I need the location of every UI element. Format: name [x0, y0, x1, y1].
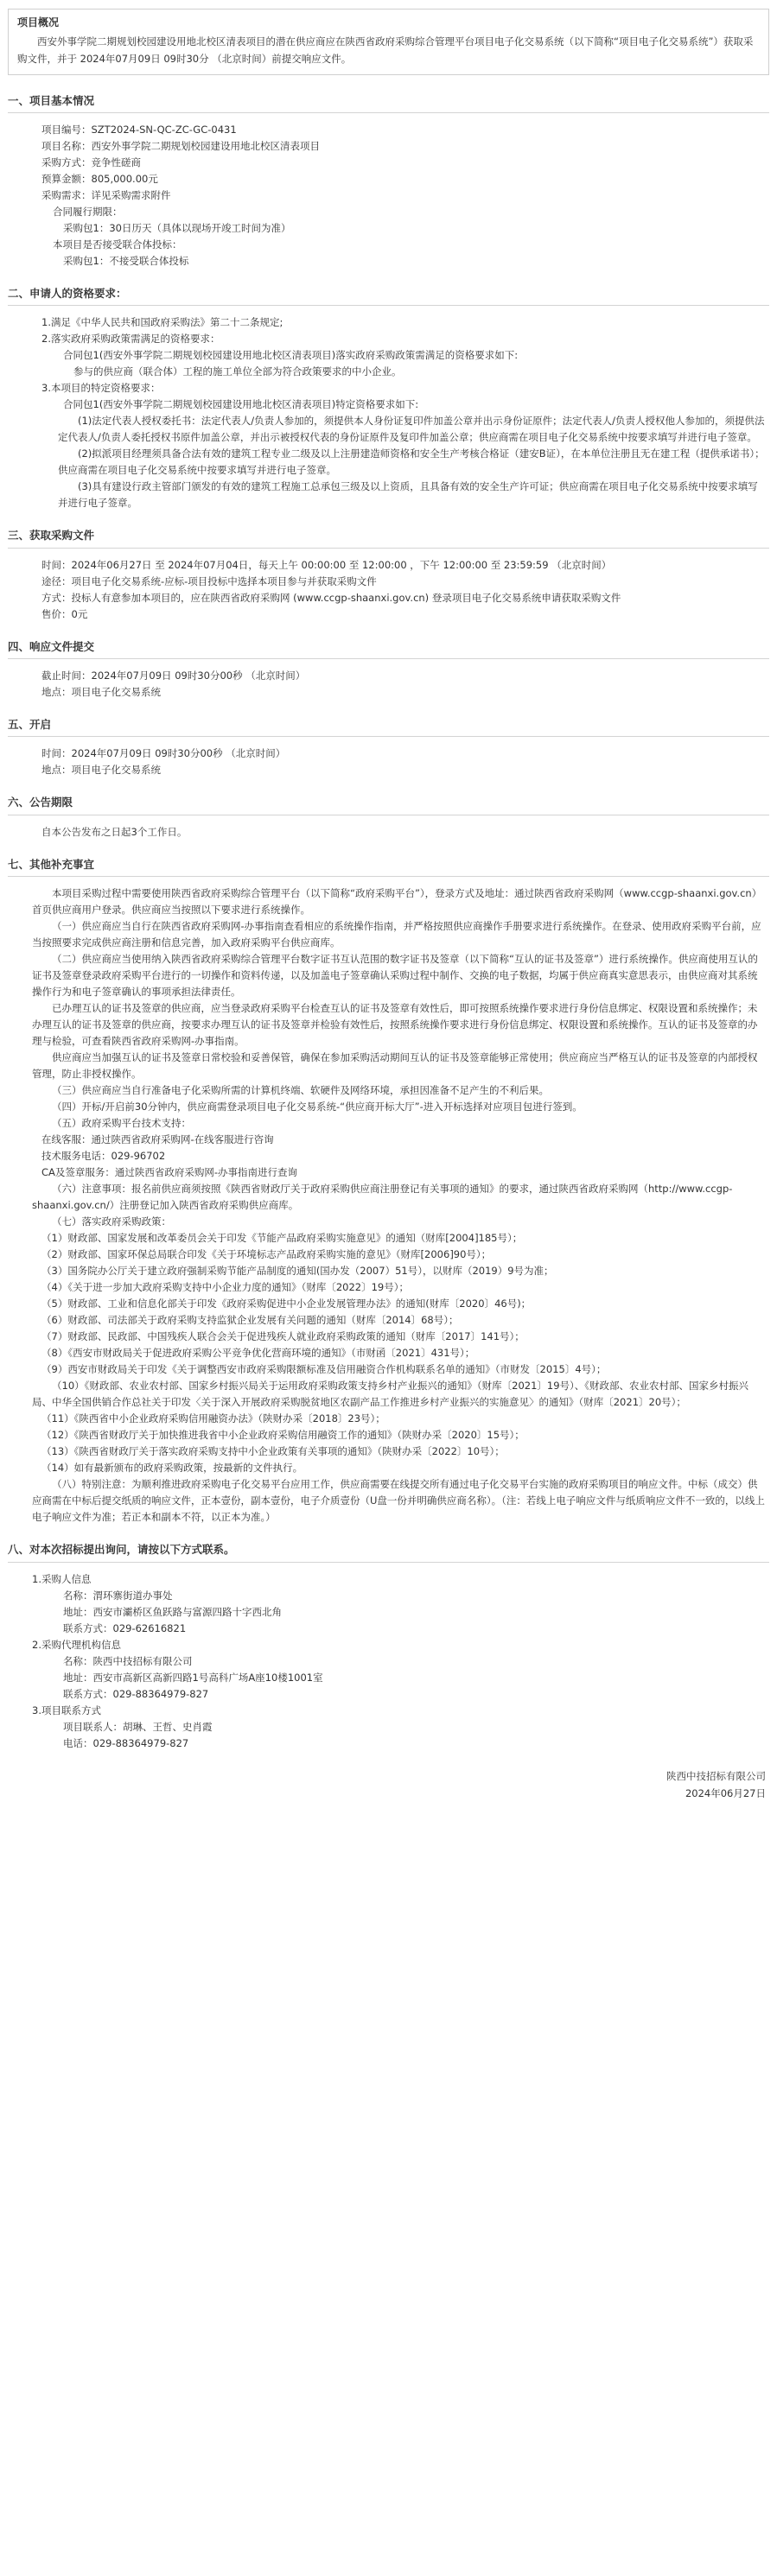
policy-item: （14）如有最新颁布的政府采购政策，按最新的文件执行。 [41, 1462, 303, 1475]
other-item-8: （八）特别注意：为顺利推进政府采购电子化交易平台应用工作，供应商需要在线提交所有通过电子化交易平台实施的政府采购项目的响应文件。中标（成交）供应商需在中标后提交纸质的响应文件，正本壹份，副本壹份，电子介质壹份（U盘一份并明确供应商名称）。（注：若线上电子响应文件与纸质响应文件不一致的，以线上电子响应文件为准；若正本和副本不符，以正本为准。） [32, 1478, 765, 1524]
other-item-5: （五）政府采购平台技术支持： [52, 1117, 191, 1130]
other-item-3: （三）供应商应当自行准备电子化采购所需的计算机终端、软硬件及网络环境，承担因准备不足产生的不利后果。 [52, 1084, 549, 1097]
project-number: 项目编号：SZT2024-SN-QC-ZC-GC-0431 [41, 123, 237, 136]
budget-amount: 预算金额：805,000.00元 [41, 172, 158, 185]
policy-item: （5）财政部、工业和信息化部关于印发《政府采购促进中小企业发展管理办法》的通知(财库〔2020〕46号)； [41, 1298, 532, 1310]
overview-title: 项目概况 [17, 16, 60, 29]
notice-period-text: 自本公告发布之日起3个工作日。 [41, 825, 188, 838]
section-divider [8, 548, 769, 549]
qualification-2b: 参与的供应商（联合体）工程的施工单位全部为符合政策要求的中小企业。 [73, 365, 402, 378]
qualification-3-item-2: (2)拟派项目经理须具备合法有效的建筑工程专业二级及以上注册建造师资格和安全生产考核合格证（建安B证），在本单位注册且无在建工程（提供承诺书）；供应商需在项目电子化交易系统中按要求填写并进行电子签章。 [58, 447, 765, 477]
other-item-1: （一）供应商应当自行在陕西省政府采购网-办事指南查看相应的系统操作指南，并严格按照供应商操作手册要求进行系统操作。在登录、使用政府采购平台前，应当按照要求完成供应商注册和信息完善，加入政府采购平台供应商库。 [32, 920, 761, 949]
package-period: 采购包1：30日历天（具体以现场开竣工时间为准） [63, 221, 291, 234]
section-title: 一、项目基本情况 [8, 93, 95, 107]
footer-signature [8, 1767, 769, 1802]
section-divider [8, 876, 769, 877]
section-contacts [8, 1541, 769, 1751]
project-name: 项目名称：西安外事学院二期规划校园建设用地北校区清表项目 [41, 139, 320, 152]
section-submit-response [8, 638, 769, 701]
footer-date: 2024年06月27日 [685, 1786, 766, 1799]
project-contact-phone: 电话：029-88364979-827 [63, 1736, 189, 1749]
section-title: 三、获取采购文件 [8, 529, 95, 542]
purchaser-address: 地址：西安市灞桥区鱼跃路与富源四路十字西北角 [63, 1605, 282, 1618]
purchaser-name: 名称：渭环寨街道办事处 [63, 1589, 173, 1602]
agency-phone: 联系方式：029-88364979-827 [63, 1687, 209, 1700]
submit-deadline: 截止时间：2024年07月09日 09时30分00秒 （北京时间） [41, 669, 306, 682]
agency-address: 地址：西安市高新区高新四路1号高科广场A座10楼1001室 [63, 1671, 323, 1684]
other-item-4: （四）开标/开启前30分钟内，供应商需登录项目电子化交易系统-“供应商开标大厅”-进入开标选择对应项目包进行签到。 [52, 1101, 583, 1114]
section-obtain-documents [8, 527, 769, 622]
support-online: 在线客服：通过陕西省政府采购网-在线客服进行咨询 [41, 1133, 274, 1146]
qualification-3: 3.本项目的特定资格要求： [41, 382, 161, 395]
other-item-6: （六）注意事项：报名前供应商须按照《陕西省财政厅关于政府采购供应商注册登记有关事项的通知》的要求，通过陕西省政府采购网（http://www.ccgp-shaanxi.gov.cn/）注册登记加入陕西省政府采购供应商库。 [32, 1183, 733, 1212]
other-item-7: （七）落实政府采购政策： [52, 1215, 171, 1228]
procurement-demand: 采购需求：详见采购需求附件 [41, 188, 171, 201]
procurement-method: 采购方式：竞争性磋商 [41, 155, 141, 168]
opening-time: 时间：2024年07月09日 09时30分00秒 （北京时间） [41, 747, 286, 760]
policy-item: （12）《陕西省财政厅关于加快推进我省中小企业政府采购信用融资工作的通知》（陕财办采〔2020〕15号）； [41, 1429, 525, 1442]
policy-item: （3）国务院办公厅关于建立政府强制采购节能产品制度的通知(国办发（2007）51号），以财库（2019）9号为准； [41, 1265, 554, 1278]
qualification-2: 2.落实政府采购政策需满足的资格要求： [41, 333, 220, 346]
other-item-2b: 已办理互认的证书及签章的供应商，应当登录政府采购平台检查互认的证书及签章有效性后，即可按照系统操作要求进行身份信息绑定、权限设置和系统操作；未办理互认的证书及签章的供应商，按要求办理互认的证书及签章并检验有效性后，按照系统操作要求进行身份信息绑定、权限设置和系统操作。互认的证书及签章的办理与检验，可查看陕西省政府采购网-办事指南。 [32, 1002, 758, 1048]
policy-item: （10）《财政部、农业农村部、国家乡村振兴局关于运用政府采购政策支持乡村产业振兴的通知》（财库〔2021〕19号）、《财政部、农业农村部、国家乡村振兴局、中华全国供销合作总社关于印发〈关于深入开展政府采购脱贫地区农副产品工作推进乡村产业振兴的实施意见〉的通知》（财库〔2021〕20号）； [32, 1380, 749, 1409]
policy-item: （6）财政部、司法部关于政府采购支持监狱企业发展有关问题的通知（财库〔2014〕68号）； [41, 1314, 459, 1327]
other-item-2c: 供应商应当加强互认的证书及签章日常校验和妥善保管，确保在参加采购活动期间互认的证书及签章能够正常使用；供应商应当严格互认的证书及签章的内部授权管理，防止非授权操作。 [32, 1051, 758, 1081]
section-title: 六、公告期限 [8, 796, 73, 809]
opening-place: 地点：项目电子化交易系统 [41, 764, 161, 777]
qualification-3-item-1: (1)法定代表人授权委托书：法定代表人/负责人参加的，须提供本人身份证复印件加盖公章并出示身份证原件；法定代表人/负责人授权他人参加的，须提供法定代表人/负责人委托授权书原件加盖公章，并出示被授权代表的身份证原件及复印件加盖公章；供应商需在项目电子化交易系统中按要求填写并进行电子签章。 [58, 415, 765, 444]
qualification-2a: 合同包1(西安外事学院二期规划校园建设用地北校区清表项目)落实政府采购政策需满足的资格要求如下: [63, 349, 519, 362]
section-qualifications [8, 285, 769, 511]
consortium-label: 本项目是否接受联合体投标： [53, 238, 182, 251]
section-divider [8, 736, 769, 737]
project-overview-box [8, 9, 769, 75]
purchaser-heading: 1.采购人信息 [32, 1572, 92, 1585]
qualification-3a: 合同包1(西安外事学院二期规划校园建设用地北校区清表项目)特定资格要求如下: [63, 398, 419, 411]
section-title: 五、开启 [8, 718, 52, 732]
policy-item: （2）财政部、国家环保总局联合印发《关于环境标志产品政府采购实施的意见》（财库[2006]90号）； [41, 1248, 492, 1261]
policy-item: （9）西安市财政局关于印发《关于调整西安市政府采购限额标准及信用融资合作机构联系名单的通知》（市财发〔2015〕4号）； [41, 1363, 607, 1376]
obtain-route: 途径：项目电子化交易系统-应标-项目投标中选择本项目参与并获取采购文件 [41, 574, 377, 587]
footer-org: 陕西中技招标有限公司 [666, 1769, 766, 1782]
policy-item: （1）财政部、国家发展和改革委员会关于印发《节能产品政府采购实施意见》的通知（财库[2004]185号）； [41, 1232, 523, 1245]
agency-name: 名称：陕西中技招标有限公司 [63, 1654, 193, 1667]
contract-period-label: 合同履行期限： [53, 205, 123, 218]
support-phone: 技术服务电话：029-96702 [41, 1150, 166, 1163]
obtain-price: 售价：0元 [41, 607, 88, 620]
section-opening [8, 716, 769, 778]
section-notice-period [8, 794, 769, 840]
section-title: 七、其他补充事宜 [8, 857, 95, 871]
policy-item: （7）财政部、民政部、中国残疾人联合会关于促进残疾人就业政府采购政策的通知（财库〔2017〕141号）； [41, 1330, 525, 1343]
policy-item: （4）《关于进一步加大政府采购支持中小企业力度的通知》（财库〔2022〕19号）； [41, 1281, 409, 1294]
section-title: 四、响应文件提交 [8, 639, 95, 653]
section-title: 二、申请人的资格要求： [8, 286, 127, 300]
other-item-2: （二）供应商应当使用纳入陕西省政府采购综合管理平台数字证书互认范围的数字证书及签章（以下简称“互认的证书及签章”）进行系统操作。供应商使用互认的证书及签章登录政府采购平台进行的一切操作和资料传递，以及加盖电子签章确认采购过程中制作、交换的电子数据，均属于供应商真实意思表示，由供应商对其系统操作行为和电子签章确认的事项承担法律责任。 [32, 953, 758, 999]
purchaser-phone: 联系方式：029-62616821 [63, 1621, 187, 1634]
obtain-time: 时间：2024年06月27日 至 2024年07月04日，每天上午 00:00:00 至 12:00:00 ，下午 12:00:00 至 23:59:59 （北京时间） [41, 558, 612, 571]
policy-item: （8）《西安市财政局关于促进政府采购公平竞争优化营商环境的通知》（市财函〔2021〕431号）； [41, 1347, 475, 1360]
section-divider [8, 1562, 769, 1563]
obtain-method: 方式：投标人有意参加本项目的，应在陕西省政府采购网 (www.ccgp-shaanxi.gov.cn) 登录项目电子化交易系统申请获取采购文件 [41, 591, 621, 604]
section-title: 八、对本次招标提出询问，请按以下方式联系。 [8, 1543, 235, 1557]
section-project-info [8, 92, 769, 270]
support-ca: CA及签章服务：通过陕西省政府采购网-办事指南进行查询 [41, 1166, 298, 1179]
announcement-page [8, 9, 769, 1802]
project-contact-heading: 3.项目联系方式 [32, 1704, 101, 1716]
other-intro: 本项目采购过程中需要使用陕西省政府采购综合管理平台（以下简称“政府采购平台”），登录方式及地址：通过陕西省政府采购网（www.ccgp-shaanxi.gov.cn）首页供应商用户登录。供应商应当按照以下要求进行系统操作。 [32, 887, 762, 917]
policy-item: （13）《陕西省财政厅关于落实政府采购支持中小企业政策有关事项的通知》（陕财办采〔2022〕10号）； [41, 1445, 505, 1458]
submit-place: 地点：项目电子化交易系统 [41, 686, 161, 699]
section-divider [8, 112, 769, 113]
project-contact-people: 项目联系人：胡琳、王哲、史肖霞 [63, 1720, 213, 1733]
overview-text: 西安外事学院二期规划校园建设用地北校区清表项目的潜在供应商应在陕西省政府采购综合管理平台项目电子化交易系统（以下简称“项目电子化交易系统”）获取采购文件，并于 2024年07月09日 09时30分 （北京时间）前提交响应文件。 [17, 35, 754, 65]
package-consortium: 采购包1：不接受联合体投标 [63, 254, 189, 267]
qualification-3-item-3: (3)具有建设行政主管部门颁发的有效的建筑工程施工总承包三级及以上资质，且具备有效的安全生产许可证；供应商需在项目电子化交易系统中按要求填写并进行电子签章。 [58, 480, 758, 510]
section-divider [8, 305, 769, 306]
section-divider [8, 658, 769, 659]
qualification-1: 1.满足《中华人民共和国政府采购法》第二十二条规定; [41, 316, 283, 329]
section-other-matters [8, 856, 769, 1526]
agency-heading: 2.采购代理机构信息 [32, 1638, 121, 1651]
policy-item: （11）《陕西省中小企业政府采购信用融资办法》（陕财办采〔2018〕23号）； [41, 1412, 385, 1425]
